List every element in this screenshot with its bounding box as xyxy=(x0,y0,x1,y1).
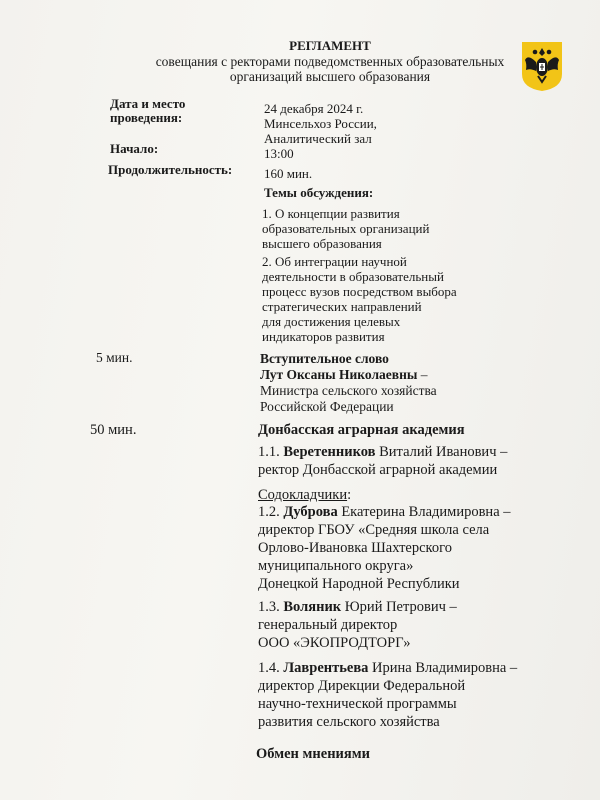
speaker-1-2-line-2: директор ГБОУ «Средняя школа села xyxy=(258,522,490,538)
speaker-1-2-line-5: Донецкой Народной Республики xyxy=(258,576,460,592)
topic-1-line-2: образовательных организаций xyxy=(262,221,430,236)
duration-value: 160 мин. xyxy=(264,166,313,181)
academy-time: 50 мин. xyxy=(90,422,137,438)
speaker-1-2-surname: Дуброва xyxy=(283,504,338,520)
topics-heading: Темы обсуждения: xyxy=(264,185,374,200)
topic-2-line-3: процесс вузов посредством выбора xyxy=(262,284,457,299)
speaker-1-3-line-3: ООО «ЭКОПРОДТОРГ» xyxy=(258,635,411,651)
intro-line-1: Вступительное слово xyxy=(260,351,389,366)
topic-2-line-6: индикаторов развития xyxy=(262,329,385,344)
speaker-1-4-line-4: развития сельского хозяйства xyxy=(258,714,440,730)
date-label-line-2: проведения: xyxy=(110,110,183,125)
speaker-1-4-line-3: научно-технической программы xyxy=(258,696,457,712)
speaker-1-4 xyxy=(258,659,517,731)
date-label xyxy=(110,97,185,125)
speaker-1-3-line-2: генеральный директор xyxy=(258,617,398,633)
speaker-1-4-line-2: директор Дирекции Федеральной xyxy=(258,678,466,694)
speaker-1-1 xyxy=(258,443,507,479)
date-value xyxy=(264,101,377,146)
intro-line-2 xyxy=(260,367,437,383)
duration-label: Продолжительность: xyxy=(108,162,233,177)
speaker-name: Лут Оксаны Николаевны xyxy=(260,367,418,382)
exchange-of-views: Обмен мнениями xyxy=(256,746,370,762)
speaker-1-1-surname: Веретенников xyxy=(283,444,376,460)
date-value-line-2: Минсельхоз России, xyxy=(264,116,377,131)
intro-line-4: Российской Федерации xyxy=(260,399,394,414)
speaker-1-3 xyxy=(258,598,457,652)
speaker-1-1-line-2: ректор Донбасской аграрной академии xyxy=(258,462,498,478)
intro-block xyxy=(260,351,437,415)
speaker-1-4-line-1: 1.4. Лаврентьева Ирина Владимировна – xyxy=(258,660,518,676)
intro-time: 5 мин. xyxy=(96,350,133,365)
topic-1 xyxy=(262,206,429,251)
topic-2-line-2: деятельности в образовательный xyxy=(262,269,444,284)
topic-2 xyxy=(262,254,457,344)
speaker-dash: – xyxy=(417,367,428,382)
speaker-1-4-surname: Лаврентьева xyxy=(283,660,369,676)
intro-line-3: Министра сельского хозяйства xyxy=(260,383,437,398)
subtitle-line-2: организаций высшего образования xyxy=(229,69,431,84)
speaker-1-2-line-1: 1.2. Дуброва Екатерина Владимировна – xyxy=(258,504,511,520)
start-label: Начало: xyxy=(110,141,159,156)
topic-2-line-5: для достижения целевых xyxy=(262,314,401,329)
topic-1-line-3: высшего образования xyxy=(262,236,382,251)
speaker-1-2-line-4: муниципального округа» xyxy=(258,558,414,574)
date-value-line-3: Аналитический зал xyxy=(264,131,372,146)
academy-heading: Донбасская аграрная академия xyxy=(258,422,465,438)
document-title: РЕГЛАМЕНТ xyxy=(289,38,371,53)
speaker-1-3-line-1: 1.3. Воляник Юрий Петрович – xyxy=(258,599,457,615)
speaker-1-1-line-1: 1.1. Веретенников Виталий Иванович – xyxy=(258,444,508,460)
start-value: 13:00 xyxy=(264,146,294,161)
topic-1-line-1: 1. О концепции развития xyxy=(262,206,400,221)
co-speakers-label: Содокладчики: xyxy=(258,487,352,503)
date-value-line-1: 24 декабря 2024 г. xyxy=(264,101,364,116)
topic-2-line-1: 2. Об интеграции научной xyxy=(262,254,407,269)
topic-2-line-4: стратегических направлений xyxy=(262,299,422,314)
date-label-line-1: Дата и место xyxy=(110,96,186,111)
subtitle-line-1: совещания с ректорами подведомственных образовательных xyxy=(155,54,505,69)
speaker-1-2 xyxy=(258,503,511,593)
speaker-1-3-surname: Воляник xyxy=(283,599,342,615)
speaker-1-2-line-3: Орлово-Ивановка Шахтерского xyxy=(258,540,452,556)
document-subtitle xyxy=(0,54,600,84)
ministry-emblem-icon xyxy=(520,40,564,92)
